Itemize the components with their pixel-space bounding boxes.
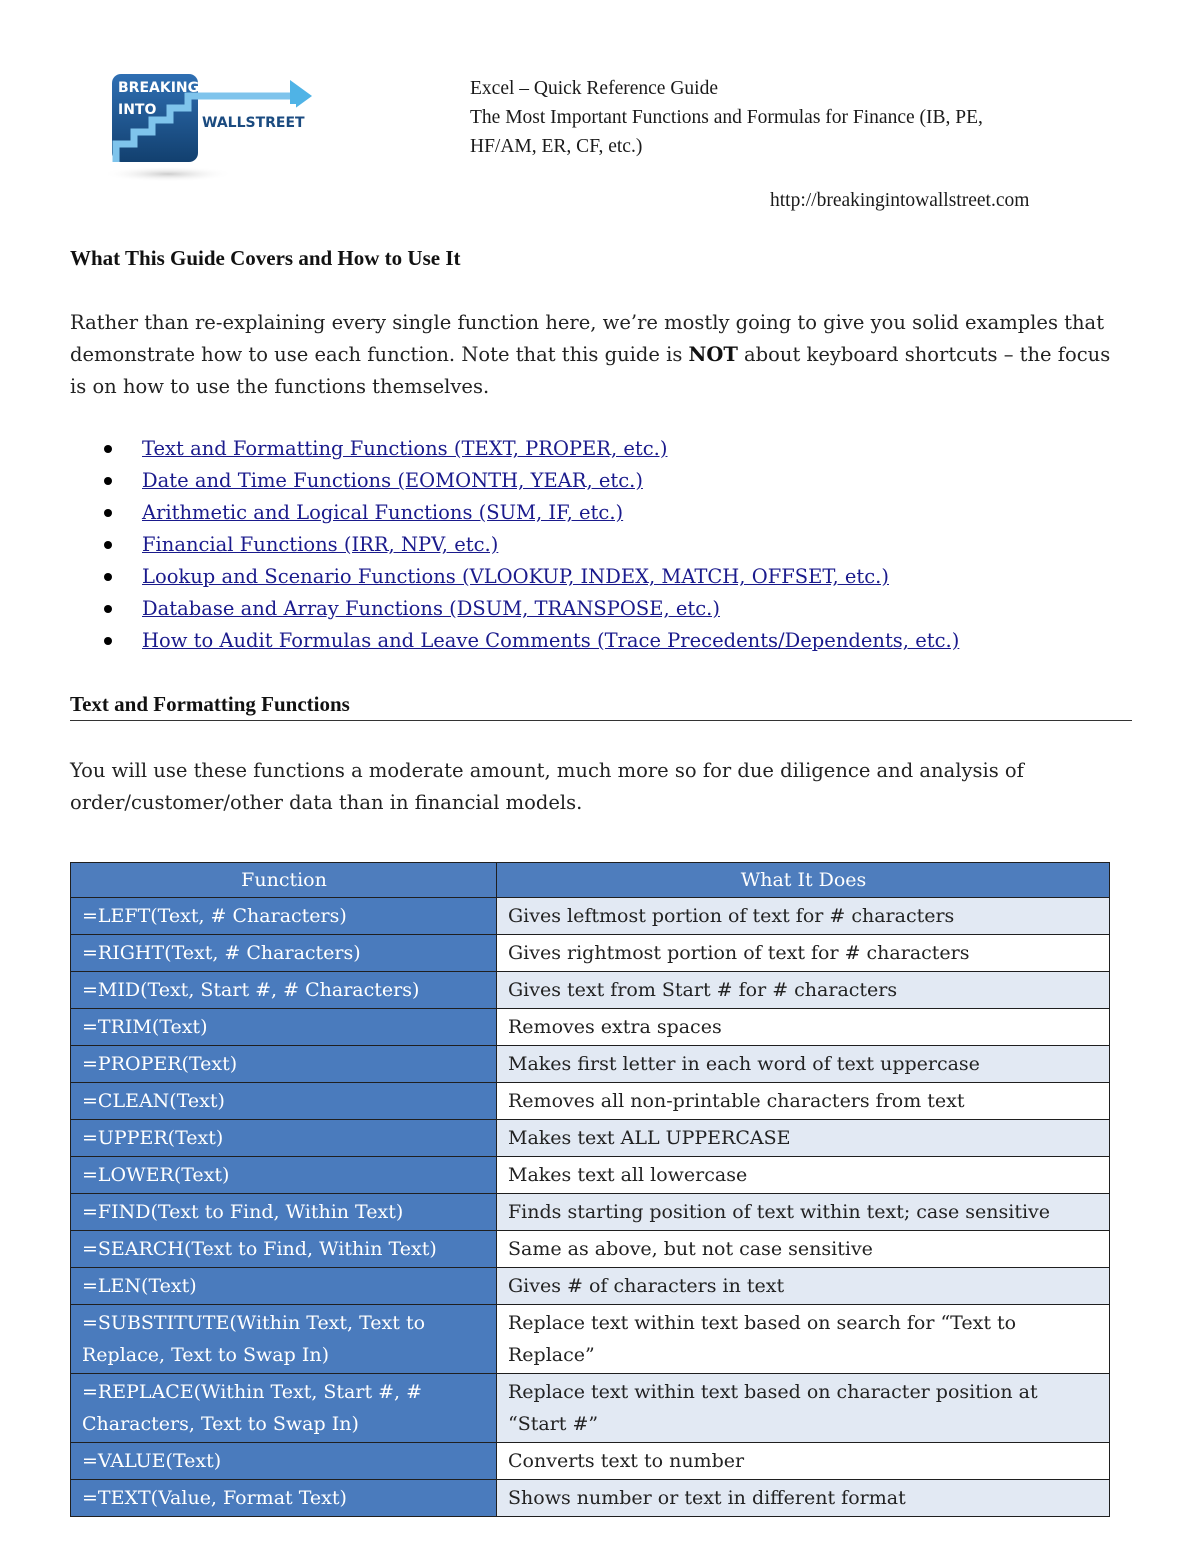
table-of-contents <box>104 433 959 657</box>
function-cell: =UPPER(Text) <box>71 1120 497 1157</box>
description-cell: Replace text within text based on search for “Text to Replace” <box>497 1305 1110 1374</box>
table-row <box>71 1231 1110 1268</box>
toc-link-lookup-scenario[interactable]: Lookup and Scenario Functions (VLOOKUP, INDEX, MATCH, OFFSET, etc.) <box>142 565 889 588</box>
description-cell: Shows number or text in different format <box>497 1480 1110 1517</box>
function-cell: =TEXT(Value, Format Text) <box>71 1480 497 1517</box>
table-row <box>71 898 1110 935</box>
functions-table <box>70 862 1110 1517</box>
table-row <box>71 1009 1110 1046</box>
function-cell: =FIND(Text to Find, Within Text) <box>71 1194 497 1231</box>
toc-link-audit-formulas[interactable]: How to Audit Formulas and Leave Comments (Trace Precedents/Dependents, etc.) <box>142 629 960 652</box>
logo-line3: WALLSTREET <box>202 115 305 131</box>
table-row <box>71 1157 1110 1194</box>
bullet-icon <box>104 509 112 517</box>
function-cell: =LEFT(Text, # Characters) <box>71 898 497 935</box>
description-cell: Makes text ALL UPPERCASE <box>497 1120 1110 1157</box>
function-cell: =CLEAN(Text) <box>71 1083 497 1120</box>
bullet-icon <box>104 541 112 549</box>
function-cell: =VALUE(Text) <box>71 1443 497 1480</box>
breaking-into-wallstreet-logo <box>108 70 318 185</box>
toc-link-date-time[interactable]: Date and Time Functions (EOMONTH, YEAR, etc.) <box>142 469 643 492</box>
toc-link-arithmetic-logical[interactable]: Arithmetic and Logical Functions (SUM, IF, etc.) <box>142 501 624 524</box>
section-paragraph: You will use these functions a moderate amount, much more so for due diligence and analysis of order/customer/other data than in financial models. <box>70 759 1024 814</box>
bullet-icon <box>104 445 112 453</box>
toc-item[interactable] <box>104 433 959 465</box>
table-row <box>71 1083 1110 1120</box>
table-row <box>71 1120 1110 1157</box>
description-cell: Removes extra spaces <box>497 1009 1110 1046</box>
bullet-icon <box>104 637 112 645</box>
toc-link-database-array[interactable]: Database and Array Functions (DSUM, TRANSPOSE, etc.) <box>142 597 720 620</box>
not-emphasis: NOT <box>688 343 738 366</box>
function-cell: =SUBSTITUTE(Within Text, Text to Replace, Text to Swap In) <box>71 1305 497 1374</box>
description-cell: Same as above, but not case sensitive <box>497 1231 1110 1268</box>
table-row <box>71 1268 1110 1305</box>
table-row <box>71 935 1110 972</box>
description-cell: Makes first letter in each word of text uppercase <box>497 1046 1110 1083</box>
table-row <box>71 1443 1110 1480</box>
table-row <box>71 1046 1110 1083</box>
bullet-icon <box>104 477 112 485</box>
logo-line1: BREAKING <box>118 80 200 96</box>
description-cell: Finds starting position of text within text; case sensitive <box>497 1194 1110 1231</box>
section-heading: Text and Formatting Functions <box>70 692 350 716</box>
intro-paragraph: Rather than re-explaining every single function here, we’re mostly going to give you solid examples that demonstrate how to use each function. Note that this guide is NOT about keyboard shortcuts – the focus is on how to use the functions themselves. <box>70 311 1111 398</box>
function-cell: =RIGHT(Text, # Characters) <box>71 935 497 972</box>
description-cell: Gives leftmost portion of text for # characters <box>497 898 1110 935</box>
toc-item[interactable] <box>104 465 959 497</box>
toc-item[interactable] <box>104 529 959 561</box>
toc-link-financial[interactable]: Financial Functions (IRR, NPV, etc.) <box>142 533 499 556</box>
toc-item[interactable] <box>104 497 959 529</box>
function-cell: =LEN(Text) <box>71 1268 497 1305</box>
toc-link-text-formatting[interactable]: Text and Formatting Functions (TEXT, PROPER, etc.) <box>142 437 668 460</box>
description-cell: Converts text to number <box>497 1443 1110 1480</box>
description-cell: Gives text from Start # for # characters <box>497 972 1110 1009</box>
function-cell: =TRIM(Text) <box>71 1009 497 1046</box>
function-cell: =SEARCH(Text to Find, Within Text) <box>71 1231 497 1268</box>
description-cell: Makes text all lowercase <box>497 1157 1110 1194</box>
function-cell: =LOWER(Text) <box>71 1157 497 1194</box>
bullet-icon <box>104 573 112 581</box>
function-cell: =REPLACE(Within Text, Start #, # Characters, Text to Swap In) <box>71 1374 497 1443</box>
description-cell: Gives rightmost portion of text for # characters <box>497 935 1110 972</box>
description-cell: Gives # of characters in text <box>497 1268 1110 1305</box>
section-divider <box>70 720 1132 721</box>
toc-item[interactable] <box>104 593 959 625</box>
column-header-function: Function <box>71 863 497 898</box>
description-cell: Replace text within text based on character position at “Start #” <box>497 1374 1110 1443</box>
header-subtitle-line1: The Most Important Functions and Formulas for Finance (IB, PE, <box>470 107 983 128</box>
header-subtitle-line2: HF/AM, ER, CF, etc.) <box>470 136 643 157</box>
table-row <box>71 972 1110 1009</box>
table-header-row <box>71 863 1110 898</box>
column-header-what-it-does: What It Does <box>497 863 1110 898</box>
website-url[interactable]: http://breakingintowallstreet.com <box>770 190 1030 211</box>
table-row <box>71 1194 1110 1231</box>
table-row <box>71 1480 1110 1517</box>
function-cell: =MID(Text, Start #, # Characters) <box>71 972 497 1009</box>
table-row <box>71 1305 1110 1374</box>
table-row <box>71 1374 1110 1443</box>
intro-heading: What This Guide Covers and How to Use It <box>70 246 461 270</box>
bullet-icon <box>104 605 112 613</box>
toc-item[interactable] <box>104 625 959 657</box>
toc-item[interactable] <box>104 561 959 593</box>
function-cell: =PROPER(Text) <box>71 1046 497 1083</box>
header-title: Excel – Quick Reference Guide <box>470 78 718 99</box>
description-cell: Removes all non-printable characters from text <box>497 1083 1110 1120</box>
logo-line2: INTO <box>118 102 157 118</box>
document-header <box>470 74 1110 161</box>
